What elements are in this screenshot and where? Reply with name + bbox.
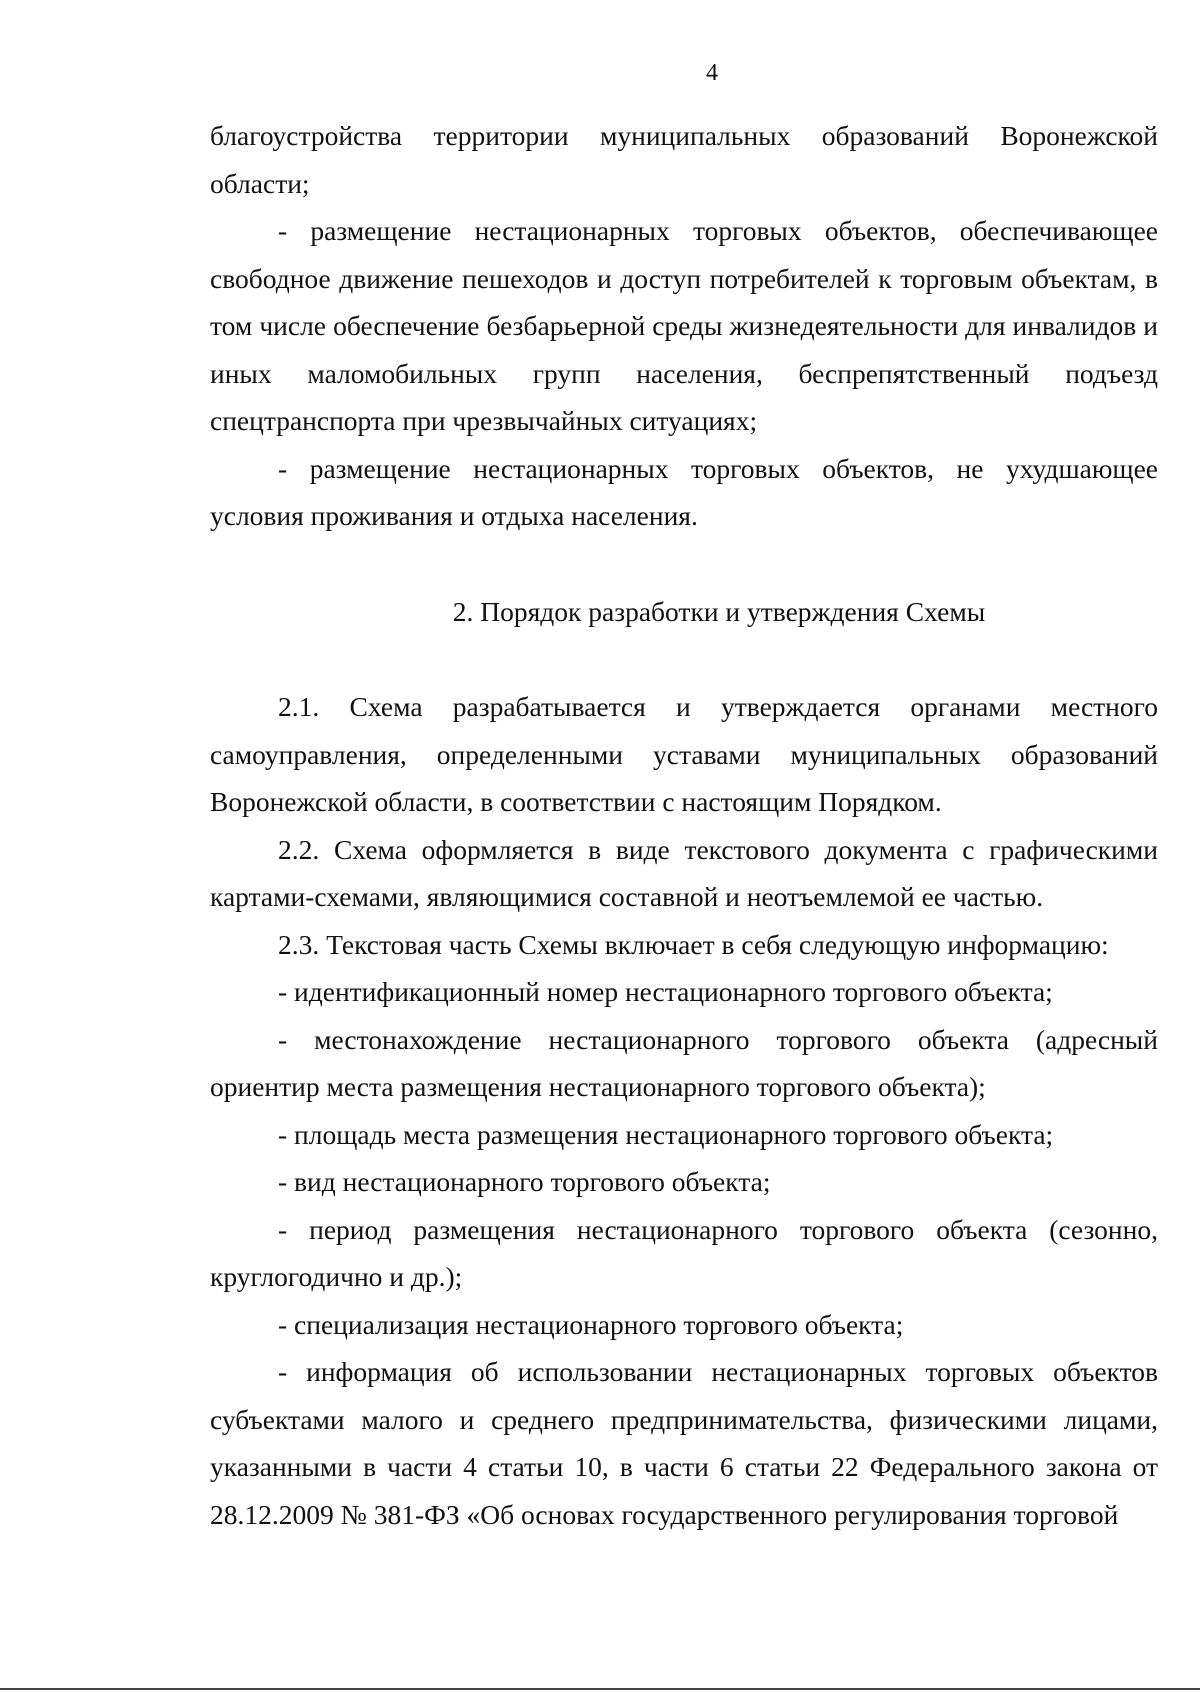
document-body <box>210 112 1158 1538</box>
page-number: 4 <box>706 60 718 86</box>
list-item: - местонахождение нестационарного торгового объекта (адресный ориентир места размещения нестационарного торгового объекта); <box>210 1023 1158 1102</box>
paragraph: 2.1. Схема разрабатывается и утверждается органами местного самоуправления, определенными уставами муниципальных образований Воронежской области, в соответствии с настоящим Порядком. <box>210 691 1158 817</box>
list-item: - период размещения нестационарного торгового объекта (сезонно, круглогодично и др.); <box>210 1213 1158 1292</box>
list-item: - вид нестационарного торгового объекта; <box>278 1166 771 1197</box>
paragraph: 2.3. Текстовая часть Схемы включает в себя следующую информацию: <box>278 928 1109 960</box>
section-heading: 2. Порядок разработки и утверждения Схемы <box>452 595 986 627</box>
list-item: - идентификационный номер нестационарного торгового объекта; <box>278 976 1053 1007</box>
list-item: - специализация нестационарного торгового объекта; <box>278 1308 904 1340</box>
list-item: - информация об использовании нестационарных торговых объектов субъектами малого и среднего предпринимательства, физическими лицами, указанными в части 4 статьи 10, в части 6 статьи 22 Федерального закона от 28.12.2009 № 381-ФЗ «Об основах государственного регулирования торговой <box>210 1356 1158 1530</box>
page-bottom-rule <box>0 1688 1200 1690</box>
paragraph: - размещение нестационарных торговых объектов, обеспечивающее свободное движение пешеходов и доступ потребителей к торговым объектам, в том числе обеспечение безбарьерной среды жизнедеятельности для инвалидов и иных маломобильных групп населения, беспрепятственный подъезд спецтранспорта при чрезвычайных ситуациях; <box>210 215 1158 436</box>
paragraph: - размещение нестационарных торговых объектов, не ухудшающее условия проживания и отдыха населения. <box>210 452 1158 531</box>
list-item: - площадь места размещения нестационарного торгового объекта; <box>278 1118 1054 1150</box>
paragraph: 2.2. Схема оформляется в виде текстового документа с графическими картами-схемами, являющимися составной и неотъемлемой ее частью. <box>210 833 1158 912</box>
paragraph: благоустройства территории муниципальных образований Воронежской области; <box>210 120 1158 199</box>
